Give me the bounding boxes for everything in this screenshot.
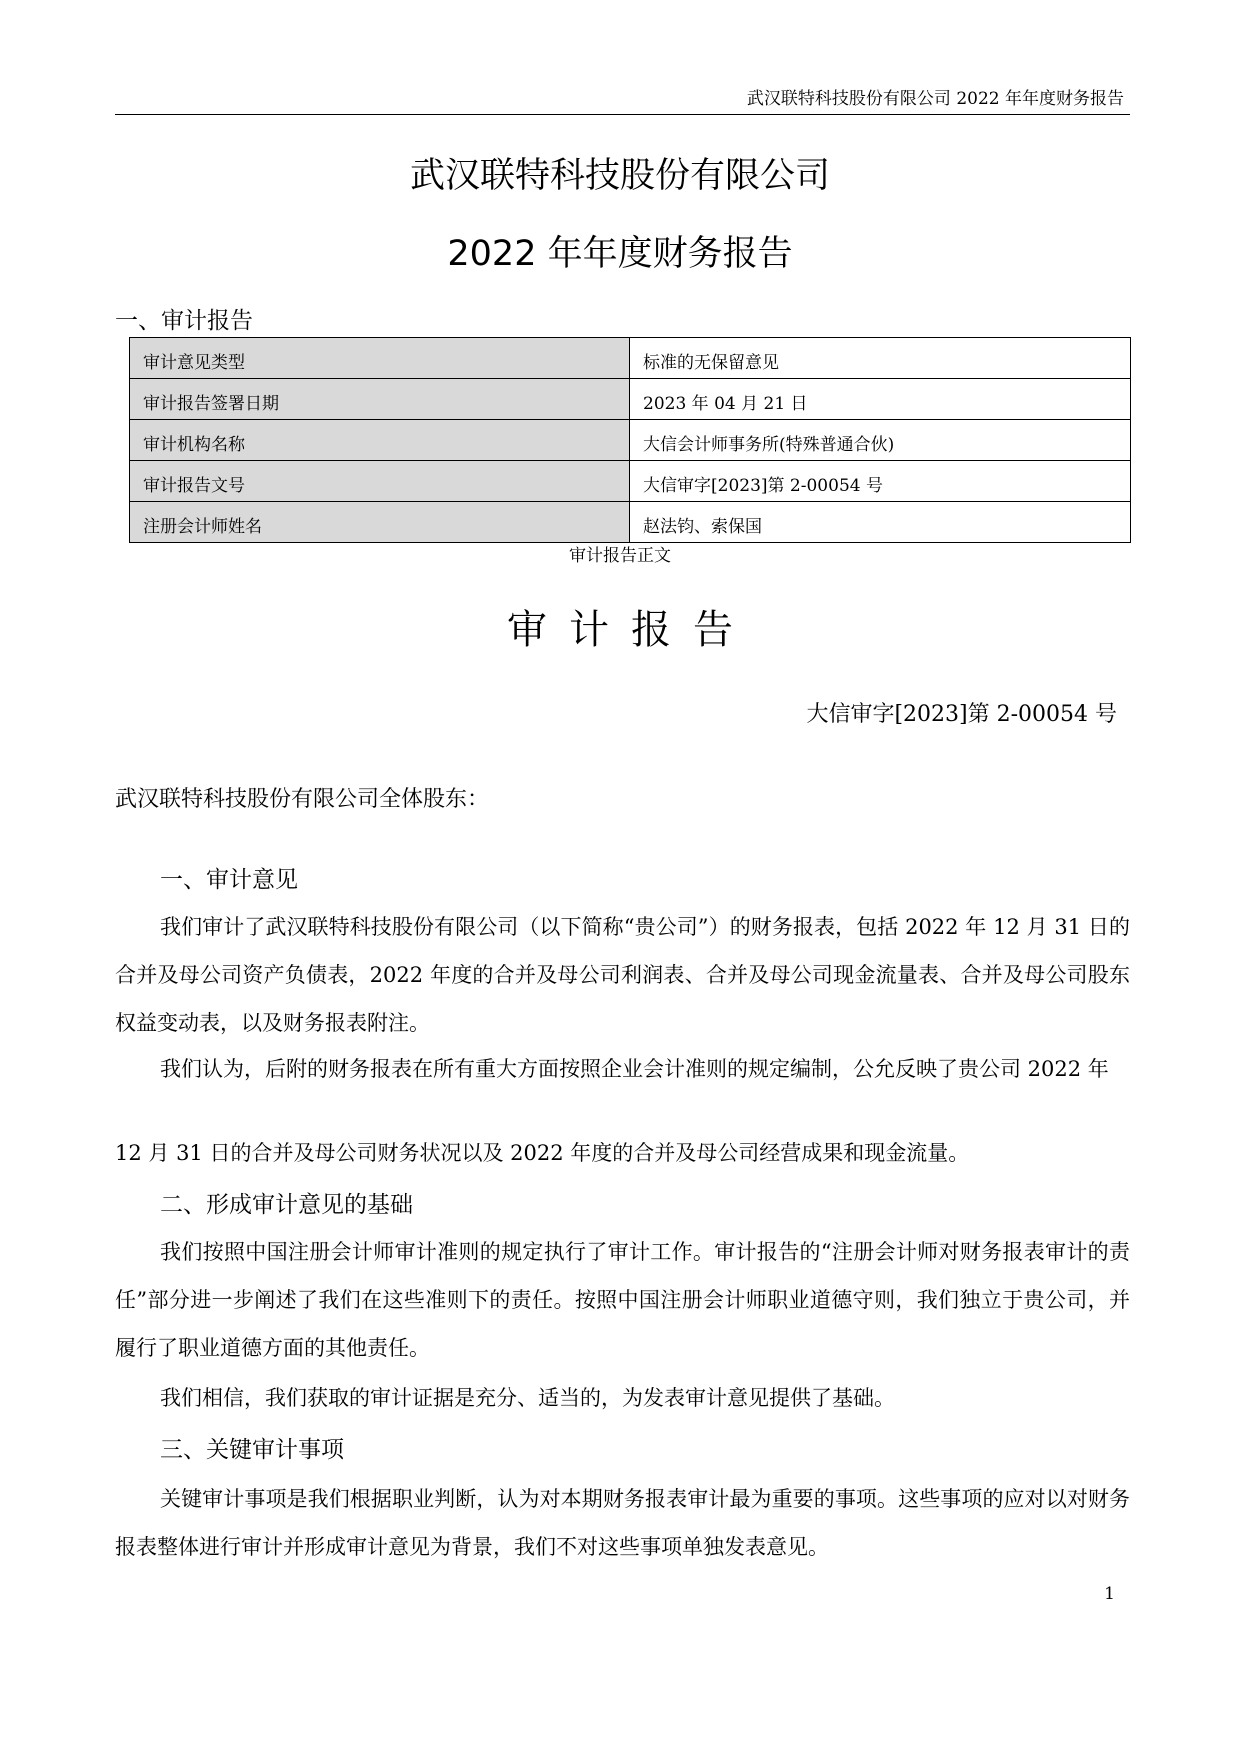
table-cell-label: 注册会计师姓名 (130, 502, 630, 543)
paragraph-basis-2: 我们相信，我们获取的审计证据是充分、适当的，为发表审计意见提供了基础。 (160, 1386, 895, 1410)
audit-info-table (129, 337, 1131, 543)
table-cell-label: 审计机构名称 (130, 420, 630, 461)
table-caption: 审计报告正文 (569, 546, 671, 566)
running-header-text: 武汉联特科技股份有限公司 2022 年年度财务报告 (746, 89, 1124, 109)
paragraph-opinion-2: 我们认为，后附的财务报表在所有重大方面按照企业会计准则的规定编制，公允反映了贵公司 2022 年 (160, 1057, 1109, 1081)
paragraph-kam-1: 关键审计事项是我们根据职业判断，认为对本期财务报表审计最为重要的事项。这些事项的应对以对财务报表整体进行审计并形成审计意见为背景，我们不对这些事项单独发表意见。 (115, 1487, 1130, 1559)
reference-number: 大信审字[2023]第 2-00054 号 (806, 702, 1117, 727)
table-cell-label: 审计报告签署日期 (130, 379, 630, 420)
table-row (130, 502, 1131, 543)
table-cell-value: 2023 年 04 月 21 日 (630, 379, 1131, 420)
table-cell-value: 大信审字[2023]第 2-00054 号 (630, 461, 1131, 502)
audit-report-heading: 审计报告 (507, 607, 755, 653)
addressee: 武汉联特科技股份有限公司全体股东： (115, 787, 490, 812)
page-number: 1 (1104, 1584, 1115, 1604)
paragraph-opinion-2-cont: 12 月 31 日的合并及母公司财务状况以及 2022 年度的合并及母公司经营成果和现金流量。 (115, 1141, 970, 1165)
section-heading-audit: 一、审计报告 (115, 308, 253, 334)
table-cell-label: 审计意见类型 (130, 338, 630, 379)
report-title-main: 2022 年年度财务报告 (447, 234, 793, 274)
table-cell-value: 赵法钧、索保国 (630, 502, 1131, 543)
table-cell-label: 审计报告文号 (130, 461, 630, 502)
table-row (130, 461, 1131, 502)
table-row (130, 379, 1131, 420)
heading-kam: 三、关键审计事项 (160, 1437, 344, 1463)
running-header (115, 88, 1130, 115)
paragraph-opinion-1: 我们审计了武汉联特科技股份有限公司（以下简称“贵公司”）的财务报表，包括 2022 年 12 月 31 日的合并及母公司资产负债表，2022 年度的合并及母公司利润表、合并及母公司现金流量表、合并及母公司股东权益变动表，以及财务报表附注。 (115, 915, 1130, 1035)
table-cell-value: 标准的无保留意见 (630, 338, 1131, 379)
heading-basis: 二、形成审计意见的基础 (160, 1192, 413, 1218)
paragraph-basis-1: 我们按照中国注册会计师审计准则的规定执行了审计工作。审计报告的“注册会计师对财务报表审计的责任”部分进一步阐述了我们在这些准则下的责任。按照中国注册会计师职业道德守则，我们独立于贵公司，并履行了职业道德方面的其他责任。 (115, 1240, 1130, 1360)
heading-opinion: 一、审计意见 (160, 867, 298, 893)
table-cell-value: 大信会计师事务所(特殊普通合伙) (630, 420, 1131, 461)
table-row (130, 420, 1131, 461)
table-row (130, 338, 1131, 379)
company-title: 武汉联特科技股份有限公司 (409, 156, 830, 196)
